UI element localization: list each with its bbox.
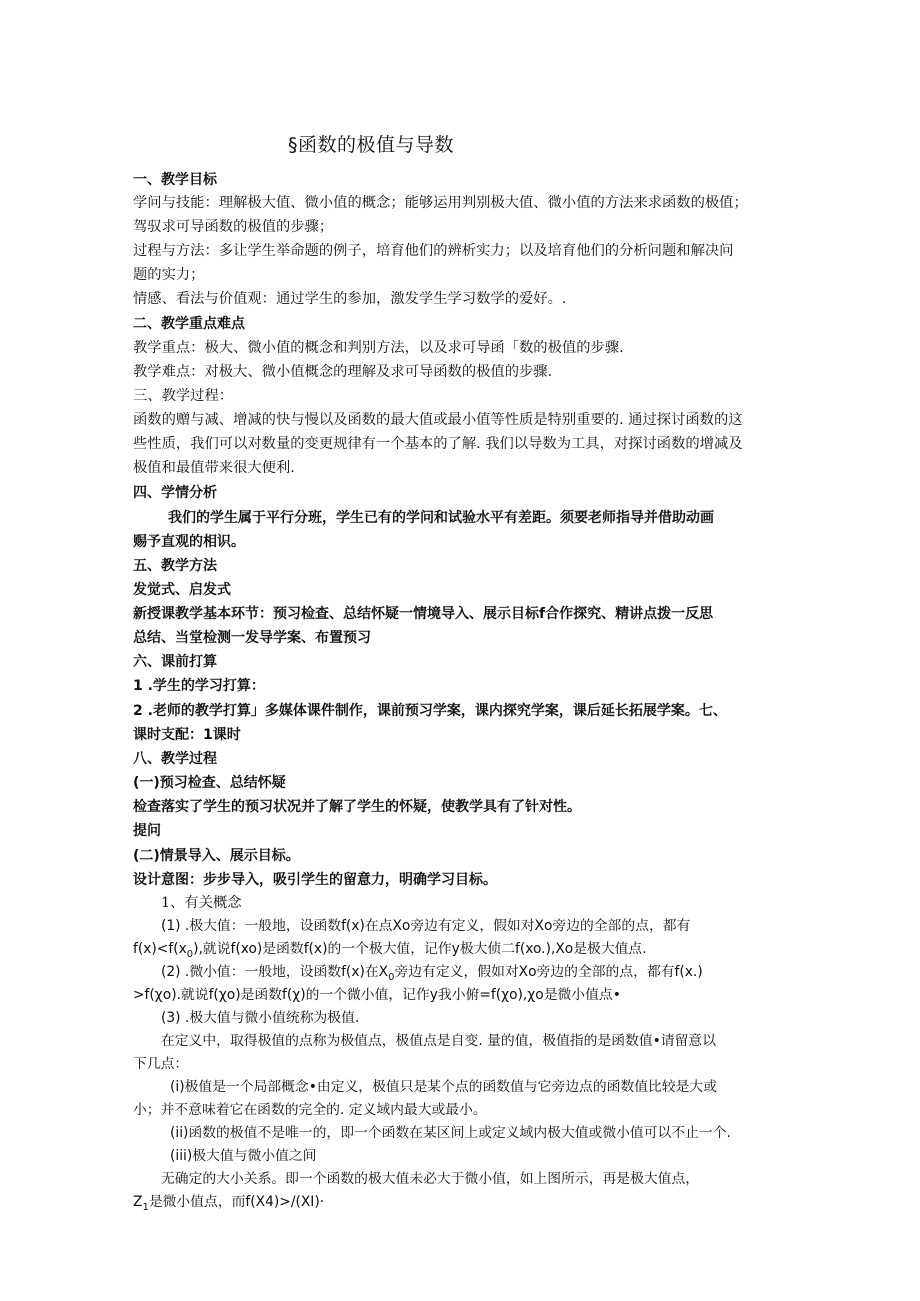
- paragraph-line: 过程与方法：多让学生举命题的例子，培育他们的辨析实力；以及培育他们的分析问题和解决问: [133, 243, 734, 259]
- heading-key-points: 二、教学重点难点: [133, 316, 245, 332]
- subheading: (二)情景导入、展示目标。: [133, 848, 300, 864]
- paragraph-line: 些性质，我们可以对数量的变更规律有一个基本的了解. 我们以导数为工具，对探讨函数的增减及: [133, 436, 743, 452]
- heading-teaching-method: 五、教学方法: [133, 558, 217, 574]
- paragraph-line: 赐予直观的相识。: [133, 534, 245, 550]
- paragraph-line: 教学难点：对极大、微小值概念的理解及求可导函数的极值的步骤.: [133, 364, 553, 380]
- paragraph-line: 我们的学生属于平行分班，学生已有的学问和试验水平有差距。须要老师指导并借助动画: [168, 510, 714, 526]
- paragraph-line: 新授课教学基本环节：预习检查、总结怀疑一情境导入、展示目标f合作探究、精讲点拨一反思: [133, 606, 714, 622]
- paragraph-line: 小；并不意味着它在函数的完全的. 定义域内最大或最小。: [133, 1102, 487, 1118]
- heading-pre-class-prep: 六、课前打算: [133, 654, 217, 670]
- paragraph-line: (iii)极大值与微小值之间: [170, 1148, 317, 1164]
- paragraph-line: 题的实力；: [133, 267, 205, 283]
- paragraph-line: 发觉式、启发式: [133, 582, 231, 598]
- paragraph-line: 在定义中，取得极值的点称为极值点，极值点是自变. 量的值，极值指的是函数值•请留意以: [161, 1033, 716, 1049]
- heading-teaching-process-2: 八、教学过程: [133, 751, 217, 767]
- paragraph-line: 驾驭求可导函数的极值的步骤；: [133, 219, 334, 235]
- paragraph-line: $Z_1$是微小值点，而f(X4)>/(XI)·: [133, 1194, 325, 1213]
- paragraph-line: 总结、当堂检测一发导学案、布置预习: [133, 630, 371, 646]
- heading-teaching-objectives: 一、教学目标: [133, 172, 217, 188]
- paragraph-line: 课时支配：1课时: [133, 727, 241, 743]
- subheading: (一)预习检查、总结怀疑: [133, 775, 286, 791]
- paragraph-line: 提问: [133, 823, 161, 839]
- paragraph-line: 下几点：: [133, 1056, 189, 1072]
- page-title: §函数的极值与导数: [288, 134, 455, 156]
- paragraph-line: 学问与技能：理解极大值、微小值的概念；能够运用判别极大值、微小值的方法来求函数的极值；: [133, 195, 748, 211]
- heading-teaching-process: 三、教学过程：: [133, 388, 234, 404]
- paragraph-line: (i)极值是一个局部概念•由定义，极值只是某个点的函数值与它旁边点的函数值比较是大或: [170, 1079, 718, 1095]
- definition-line: >f(χo).就说f(χo)是函数f(χ)的一个微小值，记作y我小俯=f(χo),χo是微小值点•: [133, 987, 621, 1003]
- list-item: 1 .学生的学习打算：: [133, 678, 265, 694]
- list-item: 2 .老师的教学打算」多媒体课件制作，课前预习学案，课内探究学案，课后延长拓展学案。七、: [133, 703, 727, 719]
- definition-line: (3) .极大值与微小值统称为极值.: [161, 1010, 360, 1026]
- paragraph-line: 检查落实了学生的预习状况并了解了学生的怀疑，使教学具有了针对性。: [133, 799, 581, 815]
- paragraph-line: 教学重点：极大、微小值的概念和判别方法，以及求可导函「数的极值的步骤.: [133, 340, 624, 356]
- paragraph-line: 情感、看法与价值观：通过学生的参加，激发学生学习数学的爱好。.: [133, 291, 567, 307]
- definition-line: (1) .极大值：一般地，设函数f(x)在点Xo旁边有定义，假如对Xo旁边的全部的点，都有: [161, 918, 691, 934]
- definition-line: $f(x)<f(x_0)$,就说f(xo)是函数f(x)的一个极大值，记作y极大侦二f(xo.),Xo是极大值点.: [133, 941, 647, 960]
- paragraph-line: 无确定的大小关系。即一个函数的极大值未必大于微小值，如上图所示，再是极大值点，: [161, 1171, 700, 1187]
- heading-student-analysis: 四、学情分析: [133, 485, 217, 501]
- definition-line: (2) .微小值：一般地，设函数f(x)在$X_0$旁边有定义，假如对Xo旁边的全部的点，都有f(x.): [161, 964, 703, 983]
- paragraph-line: (ii)函数的极值不是唯一的，即一个函数在某区间上或定义域内极大值或微小值可以不止一个.: [170, 1125, 731, 1141]
- paragraph-line: 1、有关概念: [161, 895, 242, 911]
- paragraph-line: 设计意图：步步导入，吸引学生的留意力，明确学习目标。: [133, 872, 497, 888]
- paragraph-line: 极值和最值带来很大便利.: [133, 460, 295, 476]
- paragraph-line: 函数的赠与减、增减的快与慢以及函数的最大值或最小值等性质是特别重要的. 通过探讨函数的这: [133, 412, 743, 428]
